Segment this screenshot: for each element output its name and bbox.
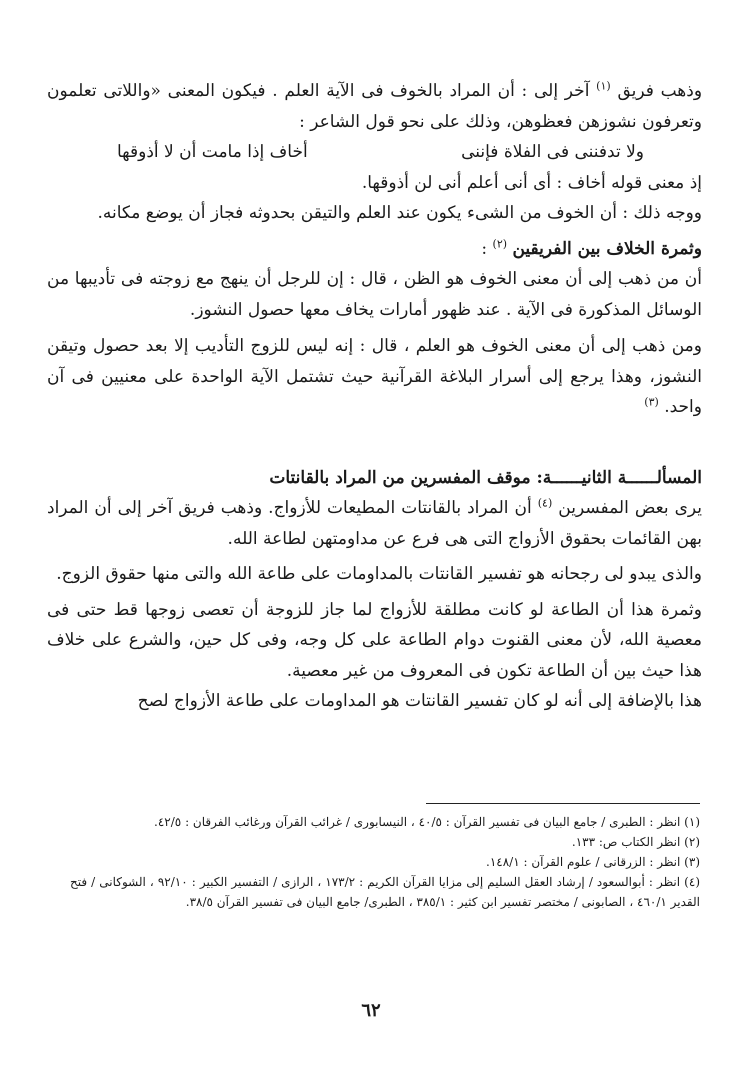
issue-heading: المسألــــــة الثانيــــــة: موقف المفسرين من المراد بالقانتات xyxy=(269,467,702,488)
footnote-3: (٣) انظر : الزرقانى / علوم القرآن : ١٤٨/١. xyxy=(486,855,700,869)
paragraph-1-start: وذهب فريق xyxy=(617,81,703,101)
verse-first-hemistich: ولا تدفننى فى الفلاة فإننى xyxy=(461,142,644,162)
paragraph-8: وثمرة هذا أن الطاعة لو كانت مطلقة للأزواج لما جاز للزوجة أن تعصى زوجها قط حتى فى معصية الله، لأن معنى القنوت دوام الطاعة على كل وجه، وفى كل حين، والشرع على خلاف هذا حيث بين أن الطاعة تكون فى المعروف من غير معصية. xyxy=(47,599,702,681)
footnote-ref-3: (٣) xyxy=(644,395,659,409)
footnote-4: (٤) انظر : أبوالسعود / إرشاد العقل السليم إلى مزايا القرآن الكريم : ١٧٣/٢ ، الرازى / التفسير الكبير : ٩٢/١٠ ، الشوكانى / فتح القدير ٤٦٠/١ ، الصابونى / مختصر تفسير ابن كثير : ٣٨٥/١ ، الطبرى/ جامع البيان فى تفسير القرآن ٣٨/٥. xyxy=(70,875,700,909)
paragraph-3: ووجه ذلك : أن الخوف من الشىء يكون عند العلم والتيقن بحدوثه فجاز أن يوضع مكانه. xyxy=(97,203,702,223)
footnote-ref-4: (٤) xyxy=(537,496,553,510)
paragraph-5 xyxy=(47,331,702,423)
subheading-colon: : xyxy=(481,238,488,259)
paragraph-4: أن من ذهب إلى أن معنى الخوف هو الظن ، قال : إن للرجل أن ينهج مع زوجته فى تأديبها من الوسائل المذكورة فى الآية . عند ظهور أمارات يخاف معها حصول النشوز. xyxy=(47,269,702,320)
paragraph-6 xyxy=(47,493,702,554)
paragraph-6-start: يرى بعض المفسرين xyxy=(558,498,703,518)
footnote-ref-2: (٢) xyxy=(492,236,508,250)
main-text xyxy=(47,76,702,717)
paragraph-6-rest: أن المراد بالقانتات المطيعات للأزواج. وذهب فريق آخر إلى أن المراد بهن القائمات بحقوق الأزواج التى هى فرع عن مداومتهن لطاعة الله. xyxy=(47,498,702,549)
poetry-verse xyxy=(47,137,702,168)
paragraph-1-rest: آخر إلى : أن المراد بالخوف فى الآية العلم . فيكون المعنى «واللاتى تعلمون وتعرفون نشوزهن فعظوهن، وذلك على نحو قول الشاعر : xyxy=(47,81,702,132)
footnote-ref-1: (١) xyxy=(596,79,611,93)
paragraph-1 xyxy=(47,76,702,137)
footnote-1: (١) انظر : الطبرى / جامع البيان فى تفسير القرآن : ٤٠/٥ ، النيسابورى / غرائب القرآن ورغائب الفرقان : ٤٢/٥. xyxy=(154,815,700,829)
footnote-divider xyxy=(426,803,700,804)
page-number: ٦٢ xyxy=(361,1000,381,1021)
verse-second-hemistich: أخاف إذا مامت أن لا أذوقها xyxy=(117,142,308,162)
subheading-text: وثمرة الخلاف بين الفريقين xyxy=(512,238,702,259)
paragraph-7: والذى يبدو لى رجحانه هو تفسير القانتات بالمداومات على طاعة الله والتى منها حقوق الزوج. xyxy=(56,564,702,584)
paragraph-5-text: ومن ذهب إلى أن معنى الخوف هو العلم ، قال : إنه ليس للزوج التأديب إلا بعد حصول وتيقن النشوز، وهذا يرجع إلى أسرار البلاغة القرآنية حيث تشتمل الآية الواحدة على معنيين فى آن واحد. xyxy=(47,336,702,417)
footnote-2: (٢) انظر الكتاب ص: ١٣٣. xyxy=(571,835,700,849)
section-subheading xyxy=(47,234,702,265)
paragraph-2: إذ معنى قوله أخاف : أى أنى أعلم أنى لن أذوقها. xyxy=(361,172,702,193)
footnotes xyxy=(70,812,700,912)
paragraph-9: هذا بالإضافة إلى أنه لو كان تفسير القانتات هو المداومات على طاعة الأزواج لصح xyxy=(137,691,702,711)
